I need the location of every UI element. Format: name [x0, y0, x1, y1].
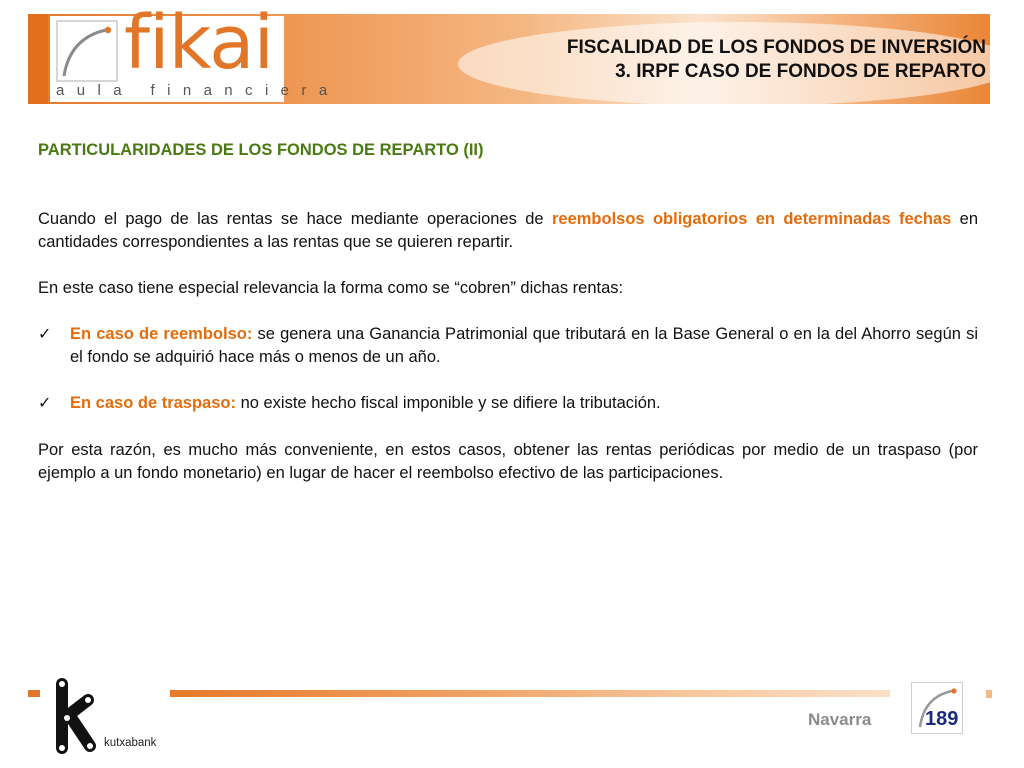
intro-text-1: Cuando el pago de las rentas se hace mediante operaciones de — [38, 210, 552, 228]
footer-bar — [170, 690, 890, 697]
banner-stripe — [28, 14, 48, 104]
bullet-traspaso-highlight: En caso de traspaso: — [70, 394, 236, 412]
region-label: Navarra — [808, 710, 872, 729]
title-line-1: FISCALIDAD DE LOS FONDOS DE INVERSIÓN — [566, 37, 986, 58]
bullet-traspaso — [38, 392, 978, 415]
bullet-reembolso-text: se genera una Ganancia Patrimonial que tributará en la Base General o en la del Ahorro según si el fondo se adquirió hace más o menos de un año. — [70, 325, 978, 366]
footer-tick — [986, 690, 992, 698]
intro-text-2: en cantidades correspondientes a las rentas que se quieren repartir. — [38, 210, 978, 251]
footer-dash — [28, 690, 40, 697]
section-subtitle: PARTICULARIDADES DE LOS FONDOS DE REPARTO (II) — [38, 141, 484, 159]
paragraph-relevance: En este caso tiene especial relevancia la forma como se “cobren” dichas rentas: — [38, 279, 624, 297]
paragraph-intro — [38, 208, 978, 254]
kutxabank-logo-icon — [48, 678, 102, 756]
paragraph-conclusion: Por esta razón, es mucho más conveniente, en estos casos, obtener las rentas periódicas por medio de un traspaso (por ejemplo a un fondo monetario) en lugar de hacer el reembolso efectivo de las participaciones. — [38, 441, 978, 482]
intro-highlight: reembolsos obligatorios en determinadas fechas — [551, 210, 952, 228]
bullet-traspaso-text: no existe hecho fiscal imponible y se difiere la tributación. — [235, 394, 661, 412]
logo-wordmark: fikai — [124, 0, 274, 86]
bullet-reembolso — [38, 323, 978, 369]
page-number: 189 — [925, 708, 959, 730]
swoosh-curve-icon — [56, 20, 118, 82]
bank-name: kutxabank — [104, 737, 157, 749]
checkmark-icon: ✓ — [38, 395, 52, 412]
checkmark-icon: ✓ — [38, 326, 52, 343]
fikai-logo — [50, 0, 340, 102]
slide-content — [38, 140, 978, 485]
title-line-2: 3. IRPF CASO DE FONDOS DE REPARTO — [615, 61, 986, 82]
slide-title — [567, 36, 986, 84]
bullet-reembolso-highlight: En caso de reembolso: — [70, 325, 253, 343]
logo-subtitle: aula financiera — [56, 82, 340, 99]
